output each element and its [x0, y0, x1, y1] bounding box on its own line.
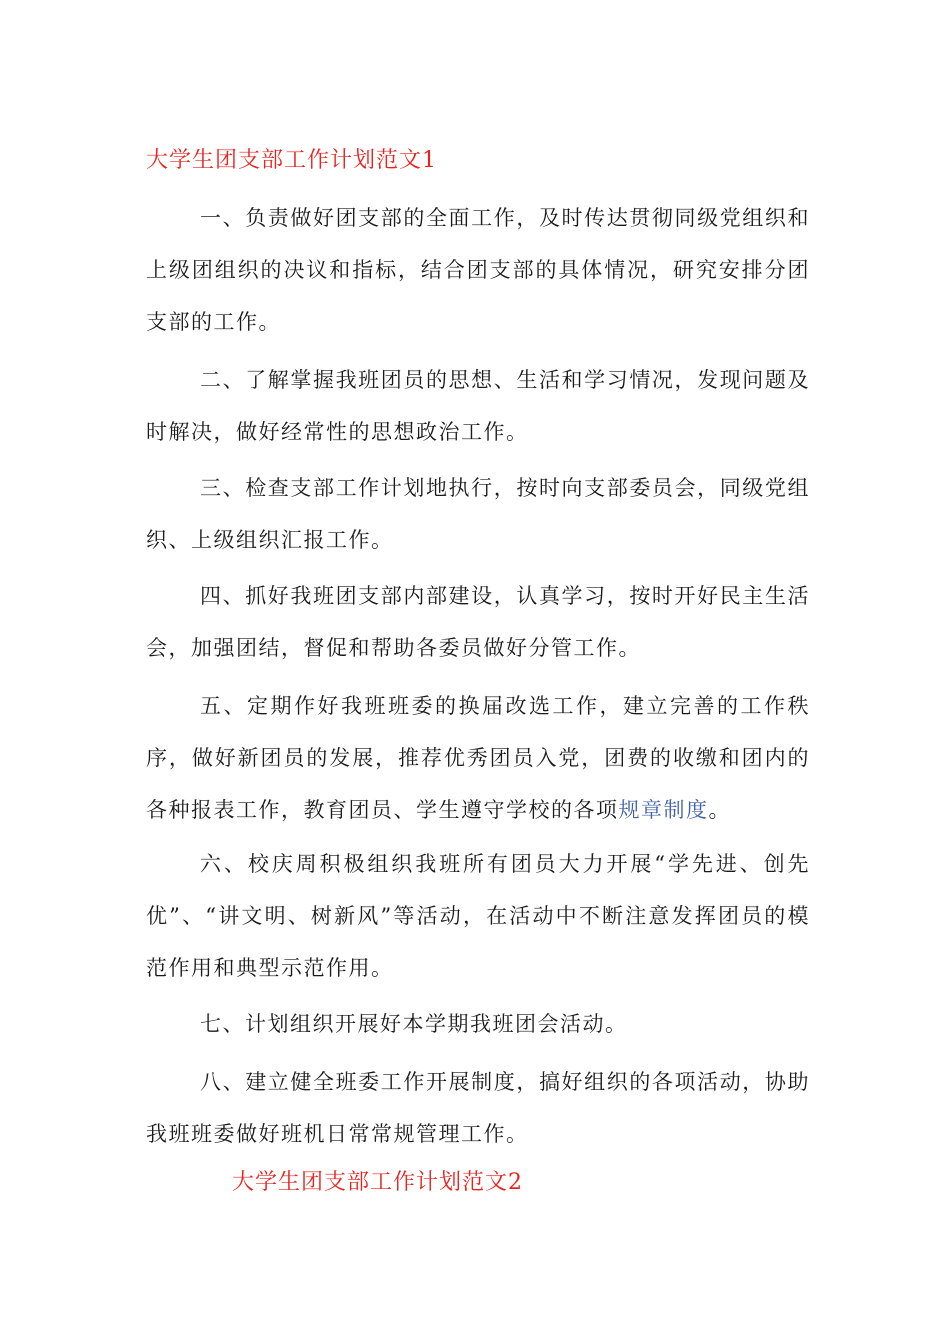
paragraph-1: 一、负责做好团支部的全面工作，及时传达贯彻同级党组织和上级团组织的决议和指标，结合团支部的具体情况，研究安排分团支部的工作。 [146, 206, 810, 334]
paragraph-5 [146, 680, 810, 836]
paragraph-6: 六、校庆周积极组织我班所有团员大力开展“学先进、创先优”、“讲文明、树新风”等活动，在活动中不断注意发挥团员的模范作用和典型示范作用。 [146, 852, 810, 980]
paragraph-2: 二、了解掌握我班团员的思想、生活和学习情况，发现问题及时解决，做好经常性的思想政治工作。 [146, 368, 810, 444]
section-heading-1: 大学生团支部工作计划范文1 [146, 148, 437, 173]
paragraph-5-text: 五、定期作好我班班委的换届改选工作，建立完善的工作秩序，做好新团员的发展，推荐优秀团员入党，团费的收缴和团内的各种报表工作，教育团员、学生遵守学校的各项 [146, 694, 810, 822]
regulations-link[interactable]: 规章制度 [618, 798, 709, 822]
paragraph-4: 四、抓好我班团支部内部建设，认真学习，按时开好民主生活会，加强团结，督促和帮助各委员做好分管工作。 [146, 584, 810, 660]
paragraph-8: 八、建立健全班委工作开展制度，搞好组织的各项活动，协助我班班委做好班机日常常规管理工作。 [146, 1070, 810, 1146]
section-heading-2: 大学生团支部工作计划范文2 [232, 1170, 523, 1195]
paragraph-7: 七、计划组织开展好本学期我班团会活动。 [200, 1012, 628, 1036]
paragraph-3: 三、检查支部工作计划地执行，按时向支部委员会，同级党组织、上级组织汇报工作。 [146, 476, 810, 552]
paragraph-5-end: 。 [708, 798, 731, 822]
